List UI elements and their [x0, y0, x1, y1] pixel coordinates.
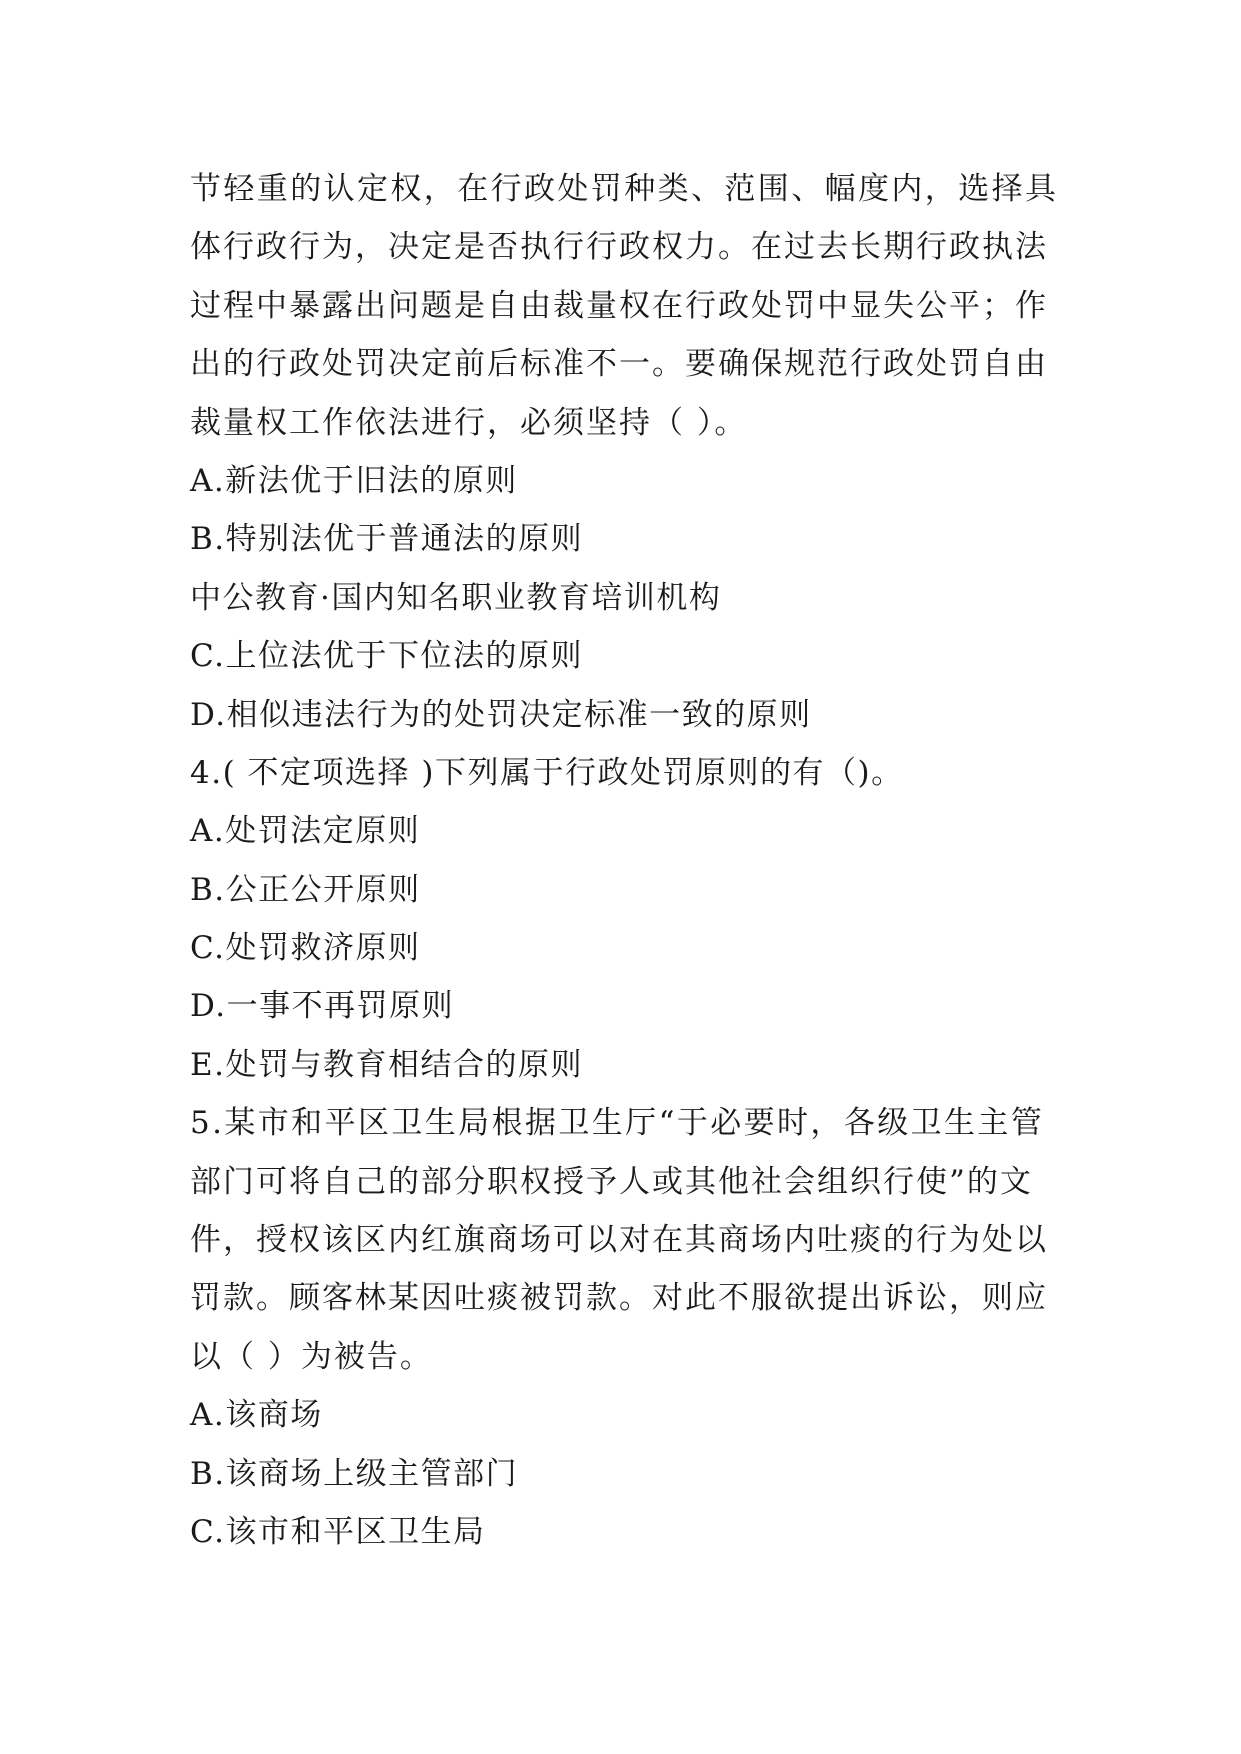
- question-3-option-c: C.上位法优于下位法的原则: [190, 638, 583, 675]
- text-line: 以（ ）为被告。: [190, 1338, 433, 1375]
- text-line: 5.某市和平区卫生局根据卫生厅“于必要时，各级卫生主管: [190, 1105, 1045, 1142]
- text-line: 出的行政处罚决定前后标准不一。要确保规范行政处罚自由: [190, 346, 1048, 383]
- text-line: 节轻重的认定权，在行政处罚种类、范围、幅度内，选择具: [190, 171, 1059, 207]
- question-5-stem: [190, 1094, 1060, 1386]
- question-3-option-b: B.特别法优于普通法的原则: [190, 521, 584, 558]
- question-4-option-d: D.一事不再罚原则: [190, 988, 455, 1025]
- question-3-option-d: D.相似违法行为的处罚决定标准一致的原则: [190, 696, 812, 733]
- watermark-text: 中公教育·国内知名职业教育培训机构: [190, 579, 722, 616]
- text-line: 部门可将自己的部分职权授予人或其他社会组织行使”的文: [190, 1163, 1033, 1200]
- question-4-option-e: E.处罚与教育相结合的原则: [190, 1046, 583, 1083]
- question-4-option-a: A.处罚法定原则: [190, 813, 421, 850]
- question-5-option-b: B.该商场上级主管部门: [190, 1455, 519, 1492]
- text-line: 体行政行为，决定是否执行行政权力。在过去长期行政执法: [190, 229, 1048, 266]
- text-line: 罚款。顾客林某因吐痰被罚款。对此不服欲提出诉讼，则应: [190, 1280, 1048, 1317]
- question-4-stem: 4.( 不定项选择 )下列属于行政处罚原则的有（)。: [190, 754, 904, 791]
- text-line: 裁量权工作依法进行，必须坚持（ ）。: [190, 404, 748, 441]
- question-3-option-a: A.新法优于旧法的原则: [190, 462, 518, 499]
- question-5-option-a: A.该商场: [190, 1397, 323, 1434]
- question-3-stem: [190, 160, 1060, 452]
- question-4-option-b: B.公正公开原则: [190, 871, 421, 908]
- text-line: 件，授权该区内红旗商场可以对在其商场内吐痰的行为处以: [190, 1222, 1048, 1259]
- question-4-option-c: C.处罚救济原则: [190, 930, 421, 967]
- question-5-option-c: C.该市和平区卫生局: [190, 1513, 486, 1550]
- document-body: [190, 160, 1060, 1561]
- text-line: 过程中暴露出问题是自由裁量权在行政处罚中显失公平；作: [190, 287, 1048, 324]
